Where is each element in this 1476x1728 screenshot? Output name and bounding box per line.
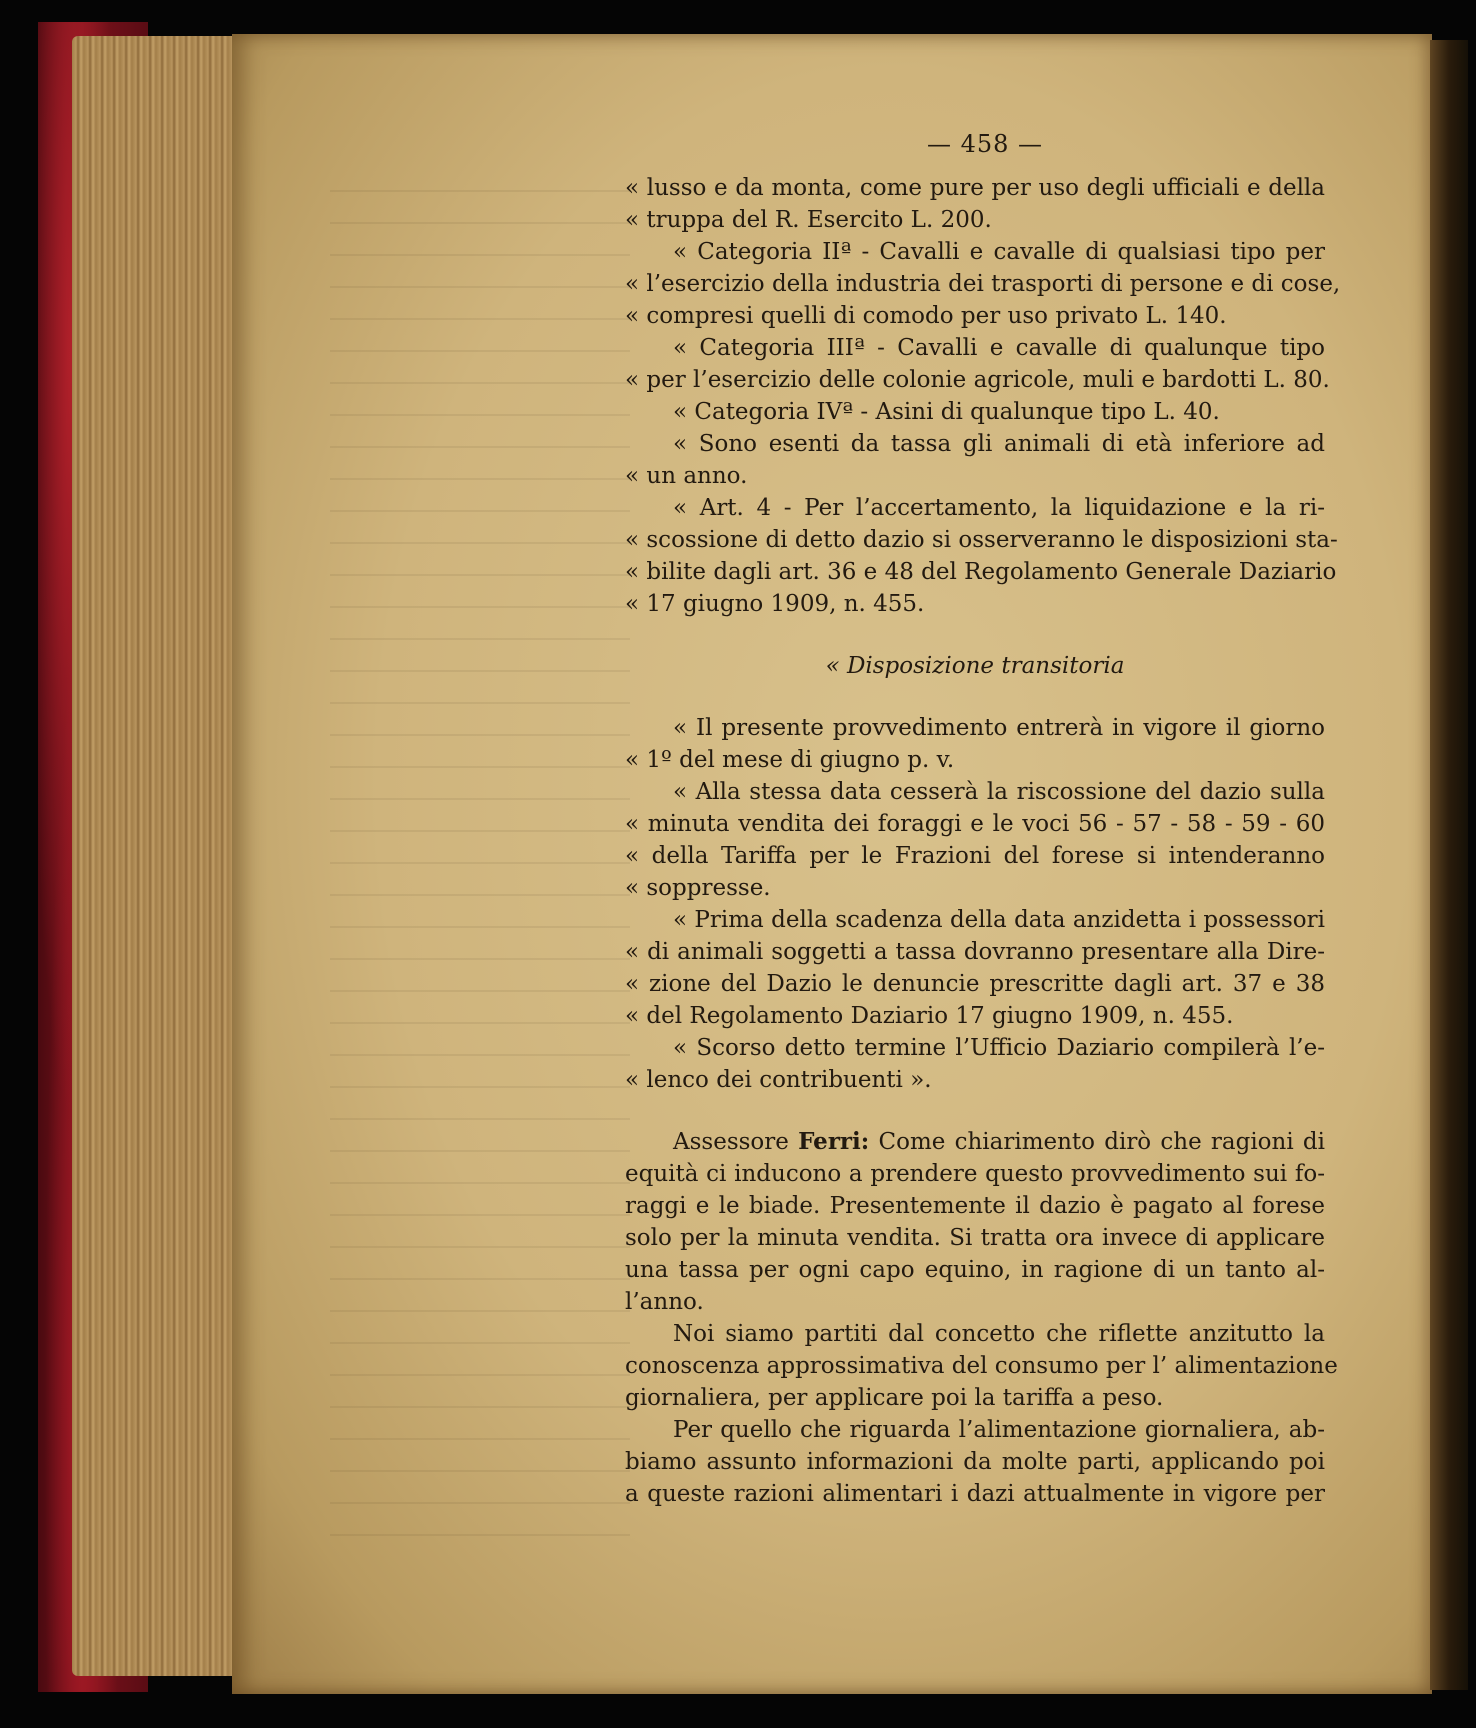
text-line: « della Tariffa per le Frazioni del forese si intenderanno: [625, 843, 1325, 869]
text-line: a queste razioni alimentari i dazi attualmente in vigore per: [625, 1481, 1325, 1507]
text-line: « lusso e da monta, come pure per uso degli ufficiali e della: [625, 175, 1325, 201]
section-heading: « Disposizione transitoria: [825, 653, 1125, 679]
text-line: « Prima della scadenza della data anzidetta i possessori: [673, 907, 1325, 933]
text-line: « Categoria IVª - Asini di qualunque tipo L. 40.: [673, 399, 1220, 425]
text-line: conoscenza approssimativa del consumo per l’ alimentazione: [625, 1353, 1338, 1379]
text-line: « lenco dei contribuenti ».: [625, 1067, 932, 1093]
text-line: « Scorso detto termine l’Ufficio Daziario compilerà l’e-: [673, 1035, 1325, 1061]
text-line: giornaliera, per applicare poi la tariffa a peso.: [625, 1385, 1164, 1411]
binding-edge: [1430, 40, 1468, 1690]
text-line: « truppa del R. Esercito L. 200.: [625, 207, 992, 233]
speaker-prefix: Assessore: [673, 1129, 799, 1155]
text-line: « Sono esenti da tassa gli animali di età inferiore ad: [673, 431, 1325, 457]
page-text: [625, 128, 1341, 1510]
text-line: « Categoria IIIª - Cavalli e cavalle di qualunque tipo: [673, 335, 1325, 361]
text-line: solo per la minuta vendita. Si tratta ora invece di applicare: [625, 1225, 1325, 1251]
paragraph-block-1: [625, 172, 1341, 620]
speaker-name: Ferri:: [798, 1128, 870, 1155]
text-line: Noi siamo partiti dal concetto che riflette anzitutto la: [673, 1321, 1325, 1347]
text-line: « Categoria IIª - Cavalli e cavalle di qualsiasi tipo per: [673, 239, 1325, 265]
paragraph-block-2: [625, 712, 1325, 1096]
page-number: — 458 —: [926, 130, 1044, 158]
text-line: « di animali soggetti a tassa dovranno presentare alla Dire-: [625, 939, 1325, 965]
text-line: « l’esercizio della industria dei trasporti di persone e di cose,: [625, 271, 1341, 297]
spacer: [625, 1096, 1325, 1126]
text-line: « 1º del mese di giugno p. v.: [625, 747, 955, 773]
text-line: « zione del Dazio le denuncie prescritte dagli art. 37 e 38: [625, 971, 1325, 997]
text-line: Per quello che riguarda l’alimentazione giornaliera, ab-: [673, 1417, 1325, 1443]
text-line: raggi e le biade. Presentemente il dazio è pagato al forese: [625, 1193, 1325, 1219]
text-line: « 17 giugno 1909, n. 455.: [625, 591, 925, 617]
text-line: « minuta vendita dei foraggi e le voci 56 - 57 - 58 - 59 - 60: [625, 811, 1325, 837]
paragraph-block-3: [625, 1126, 1338, 1510]
text-line: biamo assunto informazioni da molte parti, applicando poi: [625, 1449, 1325, 1475]
text-line: equità ci inducono a prendere questo provvedimento sui fo-: [625, 1161, 1325, 1187]
text-line: « compresi quelli di comodo per uso privato L. 140.: [625, 303, 1227, 329]
speech-text: Come chiarimento dirò che ragioni di: [869, 1129, 1325, 1155]
text-line: « bilite dagli art. 36 e 48 del Regolamento Generale Daziario: [625, 559, 1337, 585]
text-line: « soppresse.: [625, 875, 771, 901]
text-line: « Art. 4 - Per l’accertamento, la liquidazione e la ri-: [673, 495, 1325, 521]
text-line: l’anno.: [625, 1289, 704, 1315]
text-line: « un anno.: [625, 463, 748, 489]
speech-first-line: [625, 1126, 1325, 1158]
text-line: « del Regolamento Daziario 17 giugno 1909, n. 455.: [625, 1003, 1234, 1029]
text-line: una tassa per ogni capo equino, in ragione di un tanto al-: [625, 1257, 1325, 1283]
text-line: « scossione di detto dazio si osserveranno le disposizioni sta-: [625, 527, 1338, 553]
text-line: « Alla stessa data cesserà la riscossione del dazio sulla: [673, 779, 1325, 805]
text-line: « Il presente provvedimento entrerà in vigore il giorno: [673, 715, 1325, 741]
bleed-through-texture: [330, 190, 630, 1550]
page-edges: [72, 36, 242, 1676]
text-line: « per l’esercizio delle colonie agricole, muli e bardotti L. 80.: [625, 367, 1330, 393]
